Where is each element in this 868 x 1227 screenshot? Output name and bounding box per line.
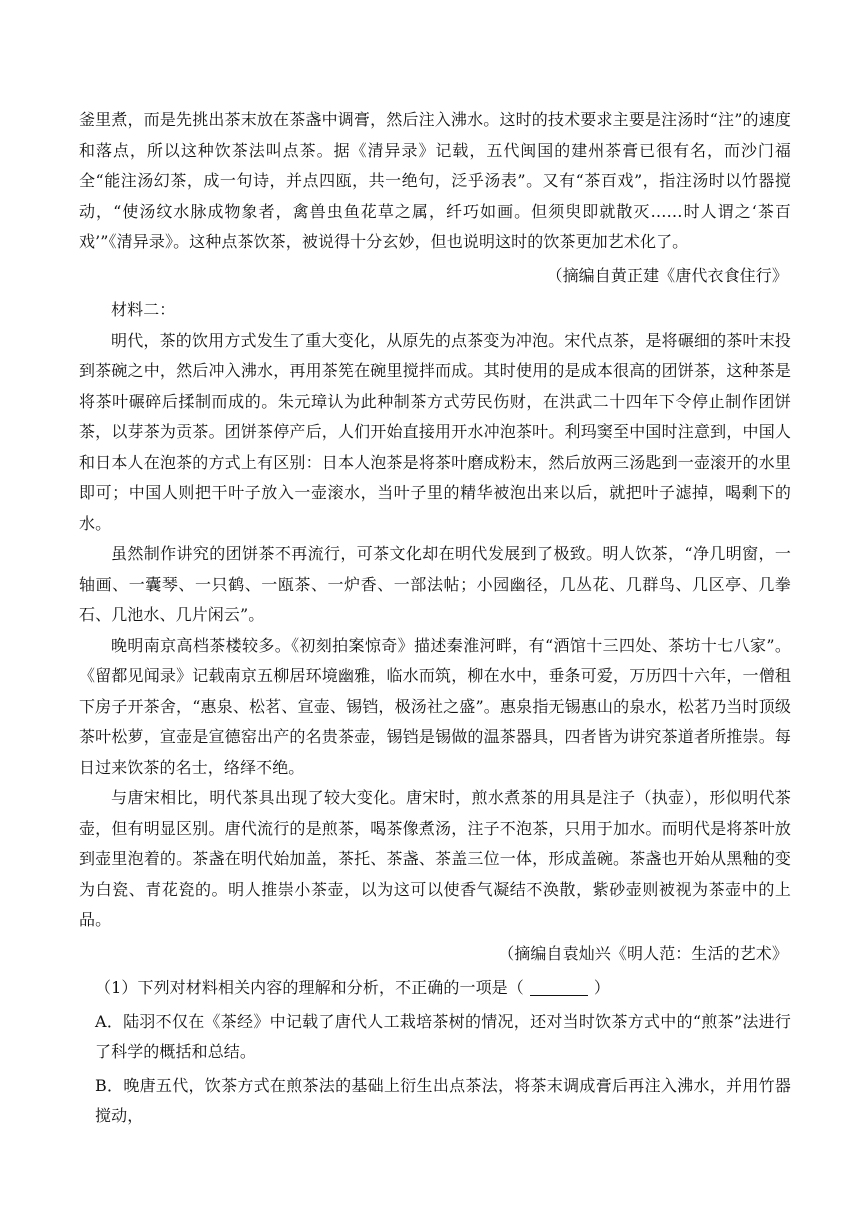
question-1	[79, 973, 791, 1004]
source-citation-1: （摘编自黄正建《唐代衣食住行》	[546, 265, 788, 285]
material-2-heading: 材料二：	[111, 300, 176, 319]
material-2-paragraph-3: 晚明南京高档茶楼较多。《初刻拍案惊奇》描述秦淮河畔，有“酒馆十三四处、茶坊十七八家”。《留都见闻录》记载南京五柳居环境幽雅，临水而筑，柳在水中，垂条可爱，万历四十六年，一僧租下房子开茶舍，“惠泉、松茗、宣壶、锡铛，极汤社之盛”。惠泉指无锡惠山的泉水，松茗乃当时顶级茶叶松萝，宣壶是宣德窑出产的名贵茶壶，锡铛是锡做的温茶器具，四者皆为讲究茶道者所推崇。每日过来饮茶的名士，络绎不绝。	[79, 635, 791, 777]
option-b: B．晚唐五代，饮茶方式在煎茶法的基础上衍生出点茶法，将茶末调成膏后再注入沸水，并用竹器搅动，	[95, 1075, 791, 1125]
intro-paragraph: 釜里煮，而是先挑出茶末放在茶盏中调膏，然后注入沸水。这时的技术要求主要是注汤时“注”的速度和落点，所以这种饮茶法叫点茶。据《清异录》记载，五代闽国的建州茶膏已很有名，而沙门福全“能注汤幻茶，成一句诗，并点四瓯，共一绝句，泛乎汤表”。又有“茶百戏”，指注汤时以竹器搅动，“使汤纹水脉成物象者，禽兽虫鱼花草之属，纤巧如画。但须臾即就散灭……时人谓之‘茶百戏’”《清异录》。这种点茶饮茶，被说得十分玄妙，但也说明这时的饮茶更加艺术化了。	[79, 110, 791, 251]
material-2-paragraph-2: 虽然制作讲究的团饼茶不再流行，可茶文化却在明代发展到了极致。明人饮茶，“净几明窗，一轴画、一囊琴、一只鹤、一瓯茶、一炉香、一部法帖；小园幽径，几丛花、几群鸟、几区亭、几拳石、几池水、几片闲云”。	[79, 544, 791, 624]
question-1-close-paren: ）	[593, 978, 610, 997]
source-citation-2: （摘编自袁灿兴《明人范：生活的艺术》	[498, 943, 788, 963]
material-2-paragraph-4: 与唐宋相比，明代茶具出现了较大变化。唐宋时，煎水煮茶的用具是注子（执壶），形似明代茶壶，但有明显区别。唐代流行的是煎茶，喝茶像煮汤，注子不泡茶，只用于加水。而明代是将茶叶放到壶里泡着的。茶盏在明代始加盖，茶托、茶盏、茶盖三位一体，形成盖碗。茶盏也开始从黑釉的变为白瓷、青花瓷的。明人推崇小茶壶，以为这可以使香气凝结不涣散，紫砂壶则被视为茶壶中的上品。	[79, 788, 791, 929]
material-2-paragraph-1: 明代，茶的饮用方式发生了重大变化，从原先的点茶变为冲泡。宋代点茶，是将碾细的茶叶末投到茶碗之中，然后冲入沸水，再用茶筅在碗里搅拌而成。其时使用的是成本很高的团饼茶，这种茶是将茶叶碾碎后揉制而成的。朱元璋认为此种制茶方式劳民伤财，在洪武二十四年下令停止制作团饼茶，以芽茶为贡茶。团饼茶停产后，人们开始直接用开水冲泡茶叶。利玛窦至中国时注意到，中国人和日本人在泡茶的方式上有区别：日本人泡茶是将茶叶磨成粉末，然后放两三汤匙到一壶滚开的水里即可；中国人则把干叶子放入一壶滚水，当叶子里的精华被泡出来以后，就把叶子滤掉，喝剩下的水。	[79, 330, 791, 533]
answer-blank[interactable]	[530, 979, 588, 996]
document-body	[79, 105, 791, 1132]
option-a: A．陆羽不仅在《茶经》中记载了唐代人工栽培茶树的情况，还对当时饮茶方式中的“煎茶”法进行了科学的概括和总结。	[95, 1011, 791, 1061]
question-1-text: （1）下列对材料相关内容的理解和分析，不正确的一项是（	[95, 978, 524, 997]
